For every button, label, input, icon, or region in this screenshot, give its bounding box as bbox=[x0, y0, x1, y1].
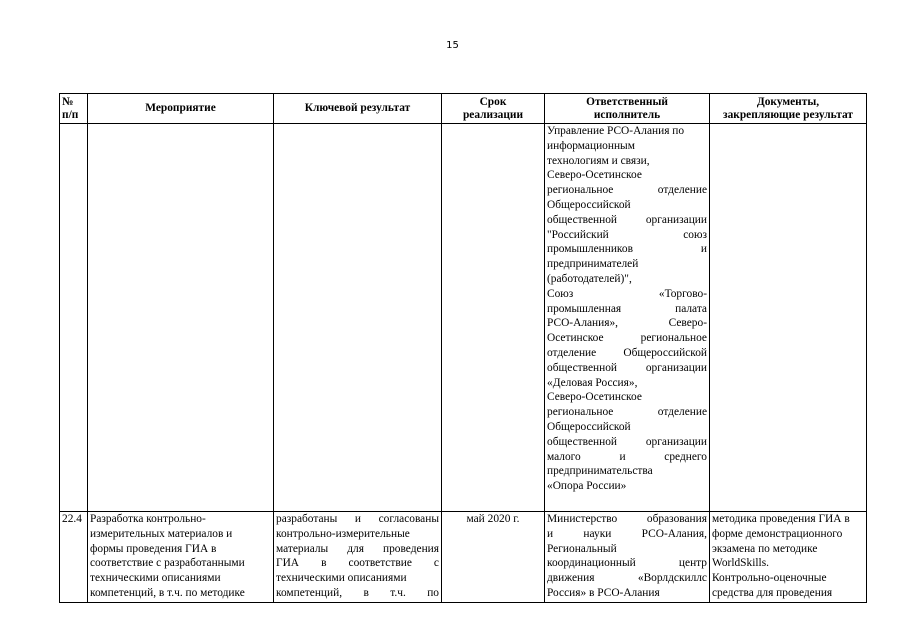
cell-deadline: май 2020 г. bbox=[442, 512, 545, 603]
header-docs-line: Документы, bbox=[756, 95, 820, 108]
table-row-22-4 bbox=[60, 512, 867, 603]
executor-line: малого и среднего bbox=[547, 450, 707, 463]
executor-line: (работодателей)", bbox=[547, 272, 632, 285]
docs-line: экзамена по методике bbox=[712, 542, 818, 555]
event-line: техническими описаниями bbox=[90, 572, 221, 585]
executor-line: "Российский союз bbox=[547, 228, 707, 241]
docs-line: средства для проведения bbox=[712, 586, 833, 599]
cell-result bbox=[274, 512, 442, 603]
header-executor-line: Ответственный bbox=[586, 95, 668, 108]
result-line: компетенций, в т.ч. по bbox=[276, 586, 439, 599]
executor-line: «Опора России» bbox=[547, 480, 627, 493]
header-num-line: п/п bbox=[62, 108, 79, 121]
cell-deadline-empty bbox=[442, 124, 545, 512]
cell-docs bbox=[710, 512, 867, 603]
executor-line: Северо-Осетинское bbox=[547, 391, 642, 404]
header-executor-line: исполнитель bbox=[593, 108, 661, 121]
cell-docs-empty bbox=[710, 124, 867, 512]
event-line: измерительных материалов и bbox=[90, 527, 233, 540]
event-line: компетенций, в т.ч. по методике bbox=[90, 586, 245, 599]
header-executor bbox=[545, 94, 710, 124]
result-line: техническими описаниями bbox=[276, 572, 407, 585]
executor-line: технологиям и связи, bbox=[547, 154, 650, 167]
cell-num-empty bbox=[60, 124, 88, 512]
cell-executor bbox=[545, 124, 710, 512]
cell-result-empty bbox=[274, 124, 442, 512]
executor-line: отделение Общероссийской bbox=[547, 346, 707, 359]
executor-line: «Деловая Россия», bbox=[547, 376, 638, 389]
header-num-line: № bbox=[62, 95, 74, 108]
result-line: материалы для проведения bbox=[276, 542, 439, 555]
result-line: ГИА в соответствие с bbox=[276, 557, 439, 570]
executor-line: информационным bbox=[547, 139, 635, 152]
docs-line: Контрольно-оценочные bbox=[712, 572, 827, 585]
executor-line: координационный центр bbox=[547, 557, 707, 570]
executor-line: Общероссийской bbox=[547, 198, 631, 211]
executor-line: Союз «Торгово- bbox=[547, 287, 707, 300]
executor-line: РСО-Алания», Северо- bbox=[547, 317, 707, 330]
executor-line: региональное отделение bbox=[547, 406, 707, 419]
executor-line: общественной организации bbox=[547, 361, 707, 374]
cell-num: 22.4 bbox=[60, 512, 88, 603]
event-line: соответствие с разработанными bbox=[90, 557, 245, 570]
executor-line: промышленная палата bbox=[547, 302, 707, 315]
cell-event-empty bbox=[88, 124, 274, 512]
executor-line: региональное отделение bbox=[547, 184, 707, 197]
cell-event bbox=[88, 512, 274, 603]
docs-line: форме демонстрационного bbox=[712, 527, 843, 540]
header-num bbox=[60, 94, 88, 124]
page-number: 15 bbox=[446, 40, 459, 51]
executor-line: предпринимателей bbox=[547, 258, 639, 271]
executor-line: Осетинское региональное bbox=[547, 332, 707, 345]
header-event: Мероприятие bbox=[88, 94, 274, 124]
header-result: Ключевой результат bbox=[274, 94, 442, 124]
result-line: разработаны и согласованы bbox=[276, 513, 439, 525]
header-deadline-line: Срок bbox=[479, 95, 507, 108]
executor-line: и науки РСО-Алания, bbox=[547, 527, 707, 540]
header-deadline-line: реализации bbox=[462, 108, 524, 121]
table-header-row bbox=[60, 94, 867, 124]
executor-line: промышленников и bbox=[547, 243, 707, 256]
result-line: контрольно-измерительные bbox=[276, 527, 410, 540]
event-line: формы проведения ГИА в bbox=[90, 542, 217, 555]
executor-line: Россия» в РСО-Алания bbox=[547, 586, 660, 599]
header-docs bbox=[710, 94, 867, 124]
executor-line: Министерство образования bbox=[547, 513, 707, 525]
docs-line: WorldSkills. bbox=[712, 557, 769, 570]
executor-line: общественной организации bbox=[547, 435, 707, 448]
header-deadline bbox=[442, 94, 545, 124]
executor-line: движения «Ворлдскиллс bbox=[547, 572, 707, 585]
executor-line: Общероссийской bbox=[547, 420, 631, 433]
header-docs-line: закрепляющие результат bbox=[723, 108, 853, 121]
table-row-continuation bbox=[60, 124, 867, 512]
executor-line: общественной организации bbox=[547, 213, 707, 226]
executor-line: Региональный bbox=[547, 542, 617, 555]
executor-line: предпринимательства bbox=[547, 465, 653, 478]
docs-line: методика проведения ГИА в bbox=[712, 513, 850, 525]
executor-line: Северо-Осетинское bbox=[547, 169, 642, 182]
plan-table bbox=[59, 93, 867, 603]
event-line: Разработка контрольно- bbox=[90, 513, 206, 525]
executor-line: Управление РСО-Алания по bbox=[547, 125, 685, 137]
cell-executor bbox=[545, 512, 710, 603]
